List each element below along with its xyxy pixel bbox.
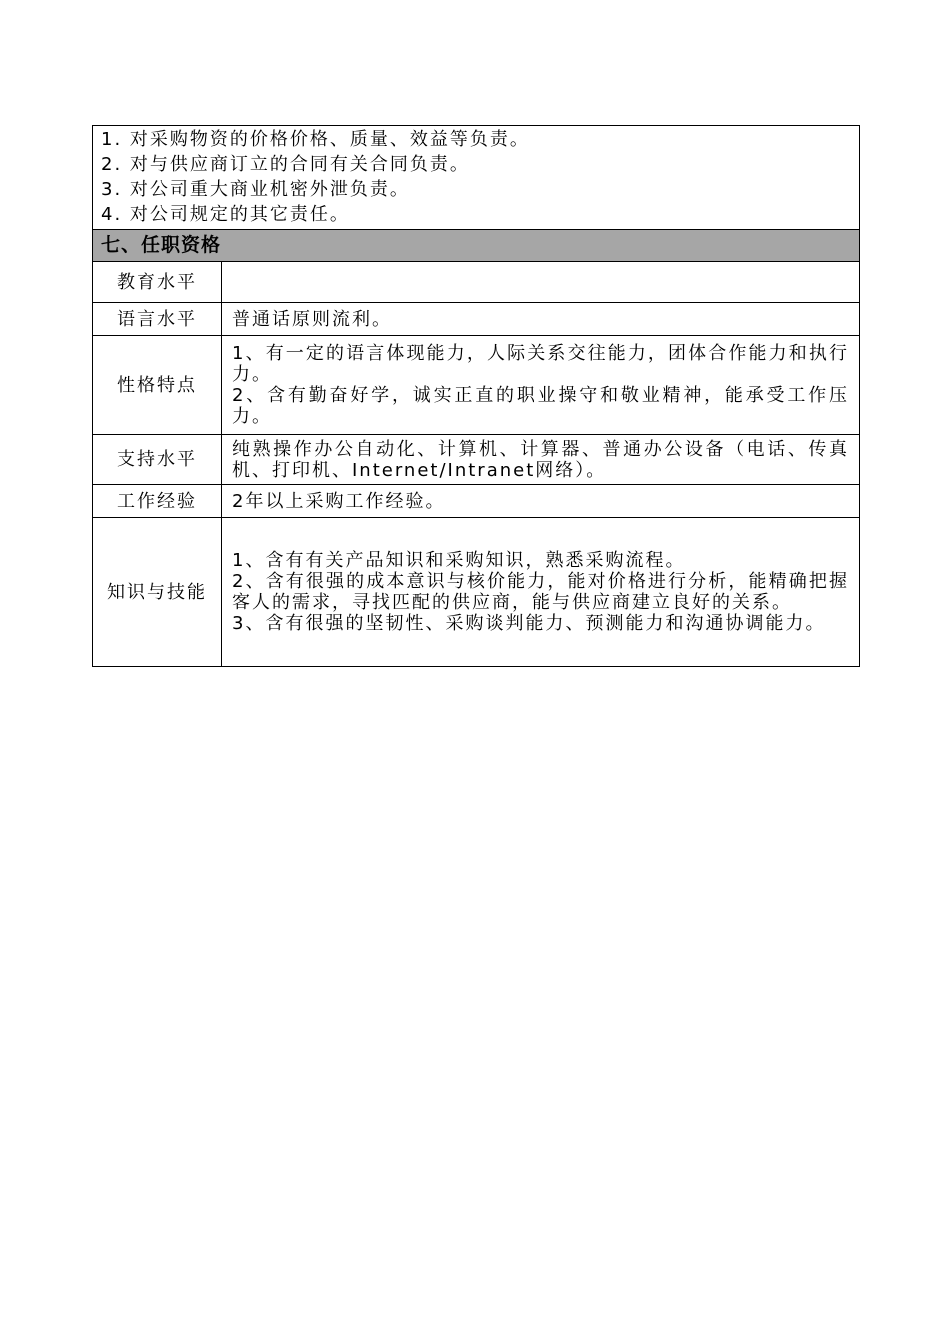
education-row [93,262,860,303]
job-description-table [92,125,860,667]
knowledge-item: 2、含有很强的成本意识与核价能力，能对价格进行分析，能精确把握客人的需求，寻找匹配的供应商，能与供应商建立良好的关系。 [232,571,849,613]
knowledge-row [93,518,860,667]
experience-row [93,485,860,518]
support-row [93,435,860,485]
personality-label: 性格特点 [93,336,222,435]
language-value: 普通话原则流利。 [222,303,860,336]
responsibility-item: 1. 对采购物资的价格价格、质量、效益等负责。 [101,129,530,150]
personality-item: 1、有一定的语言体现能力，人际关系交往能力，团体合作能力和执行力。 [232,343,849,385]
knowledge-label: 知识与技能 [93,518,222,667]
responsibility-item: 2. 对与供应商订立的合同有关合同负责。 [101,154,470,175]
responsibilities-row [93,126,860,230]
section-title: 七、任职资格 [93,230,860,262]
personality-value [222,336,860,435]
experience-label: 工作经验 [93,485,222,518]
experience-value: 2年以上采购工作经验。 [222,485,860,518]
personality-item: 2、含有勤奋好学，诚实正直的职业操守和敬业精神，能承受工作压力。 [232,385,849,427]
knowledge-item: 1、含有有关产品知识和采购知识，熟悉采购流程。 [232,550,686,571]
responsibility-item: 3. 对公司重大商业机密外泄负责。 [101,179,410,200]
responsibility-item: 4. 对公司规定的其它责任。 [101,204,350,225]
support-label: 支持水平 [93,435,222,485]
personality-row [93,336,860,435]
language-row [93,303,860,336]
knowledge-value [222,518,860,667]
education-value [222,262,860,303]
section-header-row [93,230,860,262]
responsibilities-cell [93,126,860,230]
education-label: 教育水平 [93,262,222,303]
support-value: 纯熟操作办公自动化、计算机、计算器、普通办公设备（电话、传真机、打印机、Internet/Intranet网络）。 [222,435,860,485]
language-label: 语言水平 [93,303,222,336]
knowledge-item: 3、含有很强的坚韧性、采购谈判能力、预测能力和沟通协调能力。 [232,613,826,634]
